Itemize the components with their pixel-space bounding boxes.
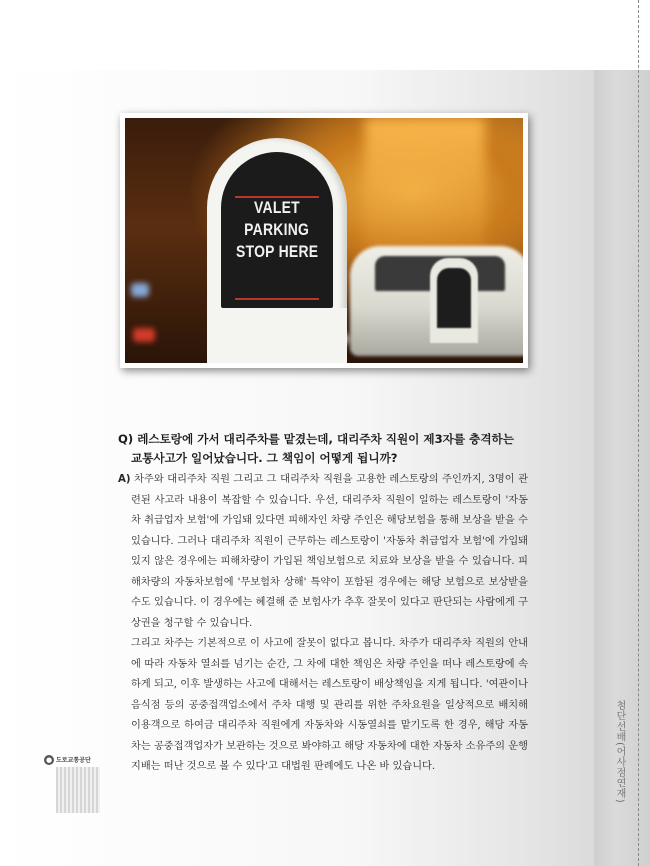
- question-text: 레스토랑에 가서 대리주차를 맡겼는데, 대리주차 직원이 제3자를 충격하는 교통사고가 일어났습니다. 그 책임이 어떻게 됩니까?: [131, 432, 514, 465]
- publisher-logo: [44, 755, 102, 815]
- sign-line-2: PARKING: [244, 220, 310, 239]
- section-label: 첨단선배(어사점연재): [614, 700, 625, 804]
- answer-paragraph-1: 차주와 대리주차 직원 그리고 그 대리주차 직원을 고용한 레스토랑의 주인까지, 3명이 관련된 사고라 내용이 복잡할 수 있습니다. 우선, 대리주차 직원이 일하는 레스토랑이 '자동차 취급업자 보험'에 가입돼 있다면 피해자인 차량 주인은 해당보험을 통해 보상을 받을 수 있습니다. 그러나 대리주차 직원이 근무하는 레스토랑이 '자동차 취급업자 보험'에 가입돼 있지 않은 경우에는 피해차량이 가입된 책임보험으로 치료와 보상을 받을 수 있습니다. 피해차량의 자동차보험에 '무보험차 상해' 특약이 포함된 경우에는 해당 보험으로 보상받을 수도 있습니다. 이 경우에는 혜결해 준 보험사가 추후 잘못이 있다고 판단되는 사람에게 구상권을 청구할 수 있습니다.: [131, 474, 528, 629]
- valet-parking-photo: [120, 113, 528, 368]
- qa-section: [118, 430, 528, 778]
- question: [118, 430, 528, 468]
- answer-label: A): [118, 474, 131, 485]
- answer-paragraph-2: 그리고 차주는 기본적으로 이 사고에 잘못이 없다고 봅니다. 차주가 대리주차 직원의 안내에 따라 자동차 열쇠를 넘기는 순간, 그 차에 대한 책임은 차량 주인을 떠나 레스토랑에 속하게 되고, 이후 발생하는 사고에 대해서는 레스토랑이 배상책임을 지게 됩니다. '여관이나 음식점 등의 공중접객업소에서 주차 대행 및 관리를 위한 주차요원을 일상적으로 배치해 이용객으로 하여금 대리주차 직원에게 자동차와 시동열쇠를 맡기도록 한 경우, 해당 자동차는 공중접객업자가 보관하는 것으로 봐야하고 해당 자동차에 대한 자동차 소유주의 운행지배는 떠난 것으로 볼 수 있다'고 대법원 판례에도 나온 바 있습니다.: [131, 638, 528, 772]
- fold-line: [638, 0, 639, 866]
- answer: [118, 470, 528, 778]
- logo-icon: ●: [45, 756, 53, 764]
- qr-code-icon: [56, 767, 100, 813]
- sign-line-3: STOP HERE: [235, 242, 319, 261]
- valet-sign: [221, 152, 333, 308]
- sign-line-1: VALET: [254, 198, 300, 217]
- logo-title: 도로교통공단: [56, 757, 91, 764]
- photo-scene: [125, 118, 523, 363]
- question-label: Q): [118, 432, 134, 446]
